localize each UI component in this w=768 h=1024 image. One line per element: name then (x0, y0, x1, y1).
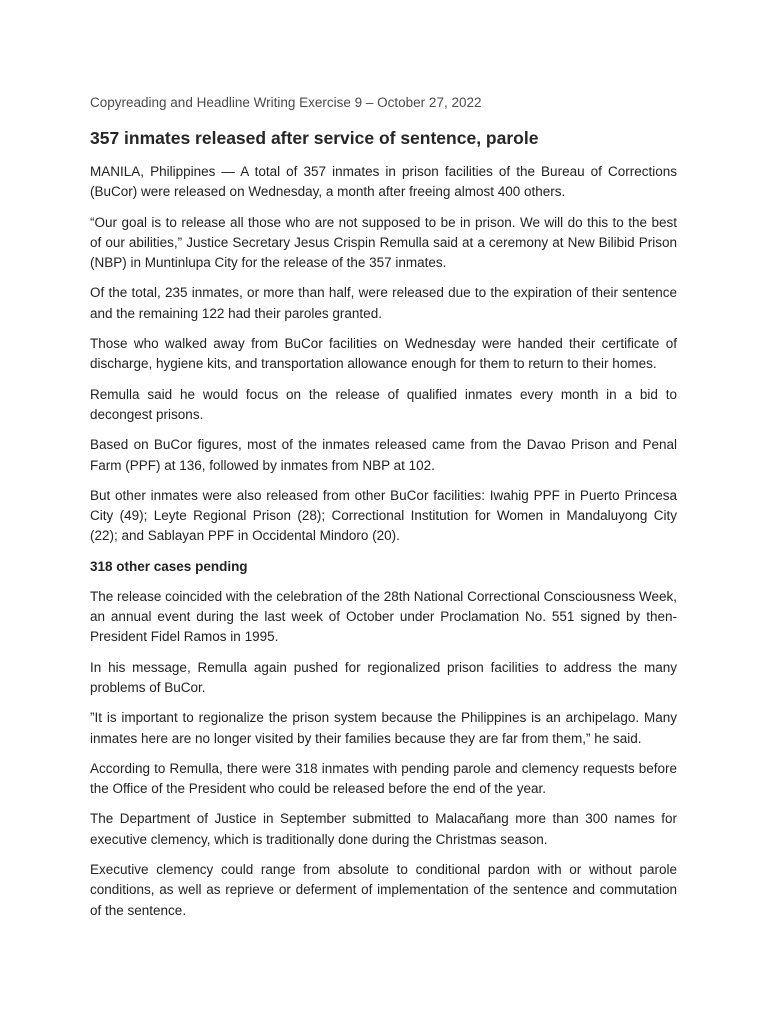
paragraph: The Department of Justice in September submitted to Malacañang more than 300 names for executive clemency, which is traditionally done during the Christmas season. (90, 811, 677, 847)
paragraph: MANILA, Philippines — A total of 357 inmates in prison facilities of the Bureau of Corrections (BuCor) were released on Wednesday, a month after freeing almost 400 others. (90, 164, 677, 200)
paragraph: “Our goal is to release all those who are not supposed to be in prison. We will do this to the best of our abilities,” Justice Secretary Jesus Crispin Remulla said at a ceremony at New Bilibid Prison (NBP) in Muntinlupa City for the release of the 357 inmates. (90, 214, 677, 271)
paragraph: But other inmates were also released from other BuCor facilities: Iwahig PPF in Puerto Princesa City (49); Leyte Regional Prison (28); Correctional Institution for Women in Mandaluyong City (22); and Sablayan PPF in Occidental Mindoro (20). (90, 487, 677, 544)
paragraph: Executive clemency could range from absolute to conditional pardon with or without parole conditions, as well as reprieve or deferment of implementation of the sentence and commutation of the sentence. (90, 862, 677, 918)
paragraph: Of the total, 235 inmates, or more than half, were released due to the expiration of their sentence and the remaining 122 had their paroles granted. (90, 285, 677, 321)
exercise-title: Copyreading and Headline Writing Exercise 9 – October 27, 2022 (90, 95, 482, 110)
document-page (90, 93, 677, 931)
paragraph: Those who walked away from BuCor facilities on Wednesday were handed their certificate of discharge, hygiene kits, and transportation allowance enough for them to return to their homes. (90, 336, 677, 372)
paragraph: The release coincided with the celebration of the 28th National Correctional Consciousness Week, an annual event during the last week of October under Proclamation No. 551 signed by then-President Fidel Ramos in 1995. (90, 588, 677, 645)
headline: 357 inmates released after service of sentence, parole (90, 128, 539, 148)
paragraph: In his message, Remulla again pushed for regionalized prison facilities to address the many problems of BuCor. (90, 659, 677, 695)
paragraph: According to Remulla, there were 318 inmates with pending parole and clemency requests before the Office of the President who could be released before the end of the year. (90, 760, 677, 797)
subheading: 318 other cases pending (90, 558, 248, 574)
paragraph: Remulla said he would focus on the release of qualified inmates every month in a bid to decongest prisons. (90, 386, 677, 422)
paragraph: ”It is important to regionalize the prison system because the Philippines is an archipelago. Many inmates here are no longer visited by their families because they are far from them,” he said. (90, 710, 677, 746)
paragraph: Based on BuCor figures, most of the inmates released came from the Davao Prison and Penal Farm (PPF) at 136, followed by inmates from NBP at 102. (90, 437, 677, 473)
